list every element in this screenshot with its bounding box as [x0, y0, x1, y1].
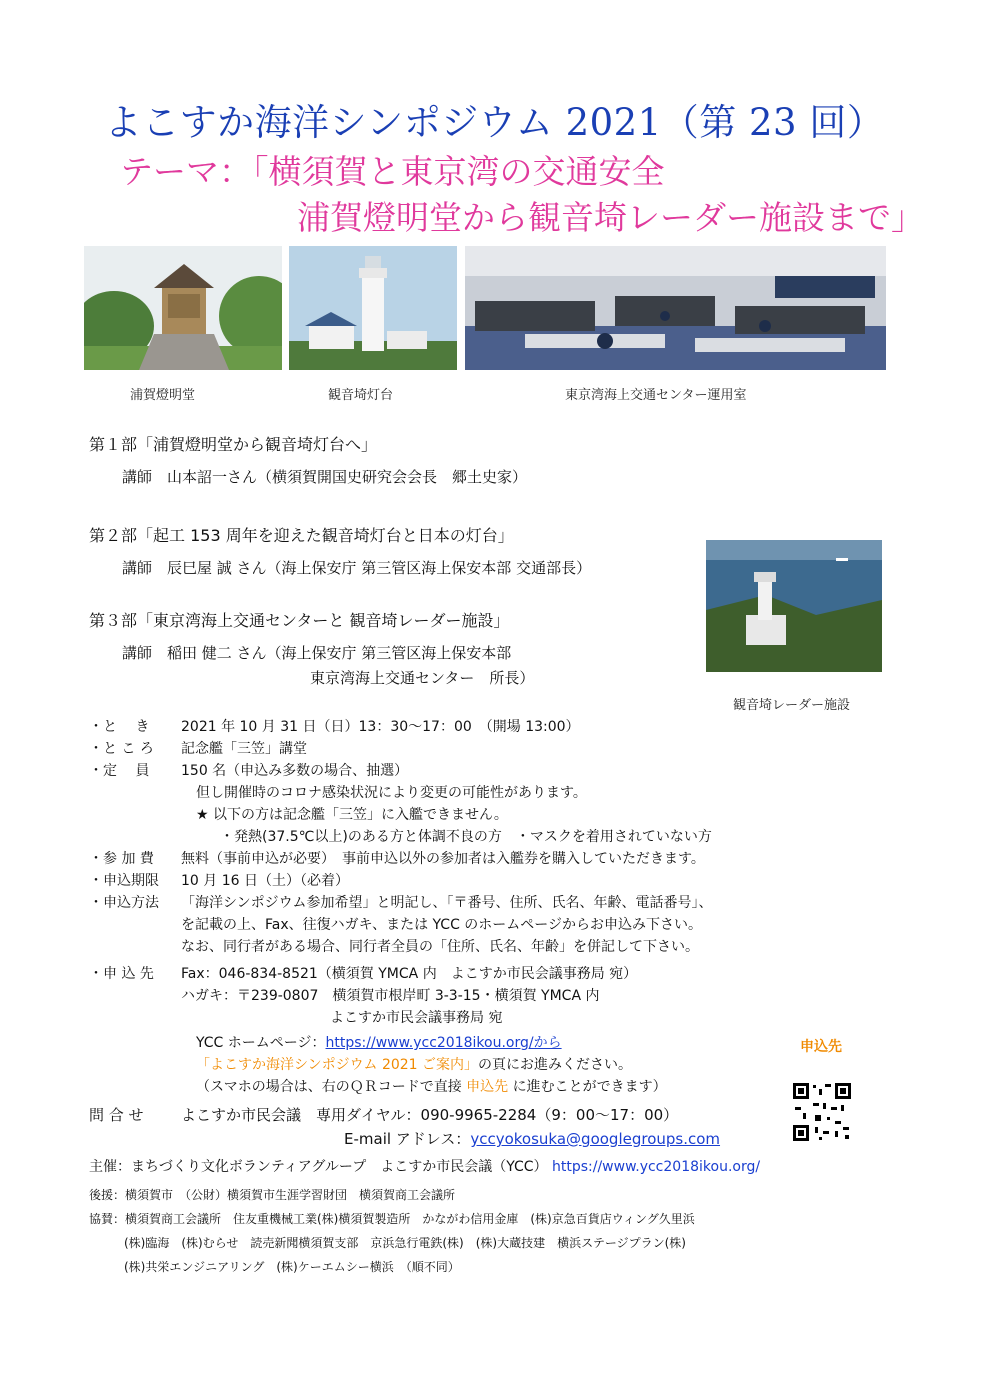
info-contact: 問 合 せ よこすか市民会議 専用ダイヤル：090-9965-2284（9：00～17：00）	[89, 1106, 679, 1124]
sponsors-1: 協賛：横須賀商工会議所 住友重機械工業(株)横須賀製造所 かながわ信用金庫 (株)京急百貨店ウィング久里浜	[89, 1212, 695, 1226]
uraga-tomyodo-photo	[84, 246, 282, 370]
photo-caption-kannonzaki: 観音埼灯台	[328, 388, 394, 403]
part-1-lecturer: 講師 山本詔一さん（横須賀開国史研究会会長 郷土史家）	[122, 468, 528, 486]
info-postcard-2: よこすか市民会議事務局 宛	[330, 1010, 503, 1026]
radar-station-photo	[706, 540, 882, 672]
part-2-title: 第２部「起工 153 周年を迎えた観音埼灯台と日本の灯台」	[89, 526, 514, 545]
control-room-photo	[465, 246, 886, 370]
info-deadline: ・申込期限 10 月 16 日（土）（必着）	[89, 873, 349, 889]
info-method-2: を記載の上、Fax、往復ハガキ、または YCC のホームページからお申込み下さい。	[181, 917, 703, 933]
photo-caption-control-room: 東京湾海上交通センター運用室	[565, 388, 747, 403]
info-where: ・と こ ろ 記念艦「三笠」講堂	[89, 741, 307, 757]
info-destination-fax: ・申 込 先 Fax：046-834-8521（横須賀 YMCA 内 よこすか市民会議事務局 宛）	[89, 966, 638, 982]
info-qr-note: （スマホの場合は、右のＱＲコードで直接 申込先 に進むことができます）	[196, 1079, 667, 1095]
part-1-title: 第１部「浦賀燈明堂から観音埼灯台へ」	[89, 435, 378, 454]
part-3-lecturer-cont: 東京湾海上交通センター 所長）	[310, 669, 535, 687]
qr-code[interactable]	[791, 1081, 853, 1143]
photo-caption-uraga: 浦賀燈明堂	[130, 388, 196, 403]
sponsors-2: (株)臨海 (株)むらせ 読売新聞横須賀支部 京浜急行電鉄(株) (株)大蔵技建 横浜ステージプラン(株)	[124, 1236, 686, 1250]
theme-line-1: テーマ：「横須賀と東京湾の交通安全	[120, 152, 665, 191]
info-capacity-note-3: ・発熱(37.5℃以上)のある方と体調不良の方 ・マスクを着用されていない方	[220, 829, 712, 845]
page-title: よこすか海洋シンポジウム 2021（第 23 回）	[104, 101, 885, 144]
info-fee: ・参 加 費 無料（事前申込が必要） 事前申込以外の参加者は入艦券を購入していただきます。	[89, 851, 705, 867]
info-method-3: なお、同行者がある場合、同行者全員の「住所、氏名、年齢」を併記して下さい。	[181, 939, 699, 955]
sponsors-3: (株)共栄エンジニアリング (株)ケーエムシー横浜 （順不同）	[124, 1260, 460, 1274]
part-3-title: 第３部「東京湾海上交通センターと 観音埼レーダー施設」	[89, 611, 510, 630]
kannonzaki-lighthouse-photo	[289, 246, 457, 370]
theme-line-2: 浦賀燈明堂から観音埼レーダー施設まで」	[297, 198, 924, 237]
part-2-lecturer: 講師 辰巳屋 誠 さん（海上保安庁 第三管区海上保安本部 交通部長）	[122, 559, 592, 577]
photo-caption-radar: 観音埼レーダー施設	[733, 698, 851, 713]
info-capacity: ・定 員 150 名（申込み多数の場合、抽選）	[89, 763, 409, 779]
info-capacity-note-2: ★ 以下の方は記念艦「三笠」に入艦できません。	[196, 807, 508, 823]
qr-label: 申込先	[800, 1039, 842, 1055]
organizer: 主催：まちづくり文化ボランティアグループ よこすか市民会議（YCC） https://www.ycc2018ikou.org/	[89, 1159, 761, 1175]
info-homepage-guide: 「よこすか海洋シンポジウム 2021 ご案内」の頁にお進みください。	[196, 1057, 633, 1073]
part-3-lecturer: 講師 稲田 健二 さん（海上保安庁 第三管区海上保安本部	[122, 644, 512, 662]
info-email: E-mail アドレス：yccyokosuka@googlegroups.com	[344, 1130, 721, 1148]
info-when: ・と き 2021 年 10 月 31 日（日）13：30～17：00 （開場 13:00）	[89, 719, 580, 735]
homepage-link[interactable]: https://www.ycc2018ikou.org/から	[325, 1035, 562, 1051]
info-postcard: ハガキ：〒239-0807 横須賀市根岸町 3-3-15・横須賀 YMCA 内	[181, 988, 600, 1004]
info-homepage: YCC ホームページ：https://www.ycc2018ikou.org/から	[196, 1035, 562, 1051]
info-method: ・申込方法 「海洋シンポジウム参加希望」と明記し、「〒番号、住所、氏名、年齢、電話番号」、	[89, 895, 713, 911]
support: 後援：横須賀市 （公財）横須賀市生涯学習財団 横須賀商工会議所	[89, 1188, 456, 1202]
info-capacity-note-1: 但し開催時のコロナ感染状況により変更の可能性があります。	[196, 785, 587, 801]
organizer-link[interactable]: https://www.ycc2018ikou.org/	[552, 1159, 761, 1175]
email-link[interactable]: yccyokosuka@googlegroups.com	[470, 1130, 721, 1148]
